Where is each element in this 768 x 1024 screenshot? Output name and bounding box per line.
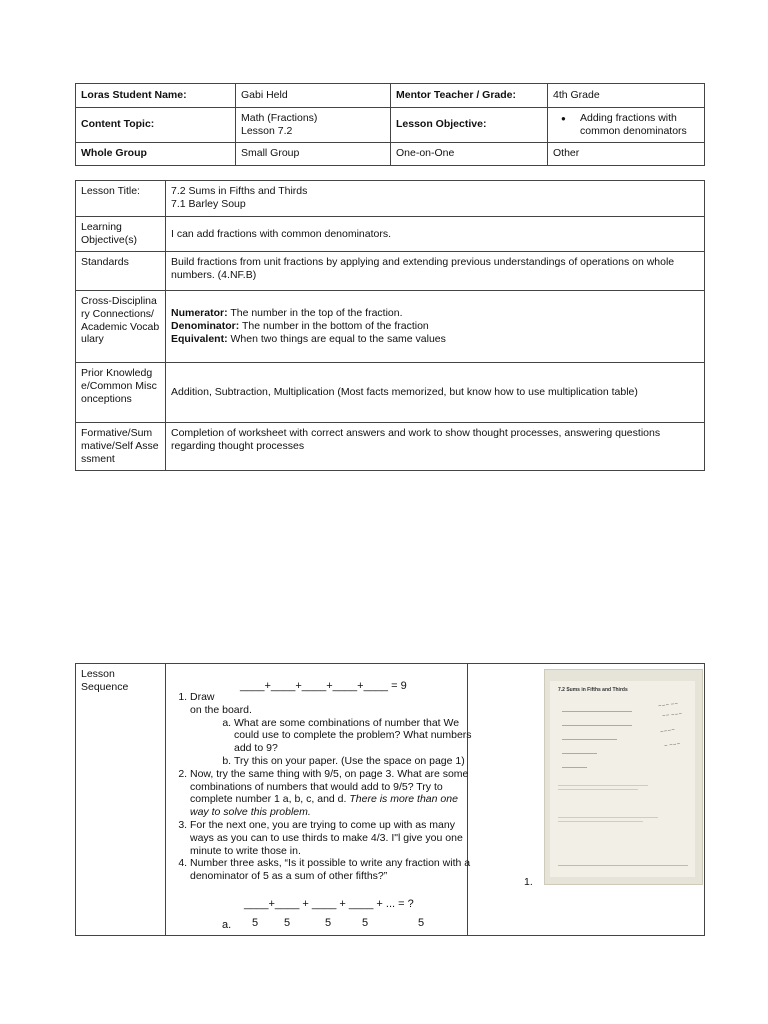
assessment-value: Completion of worksheet with correct answers and work to show thought processes, answering questions regarding thought processes — [166, 423, 705, 471]
learning-objective-value: I can add fractions with common denominators. — [166, 217, 705, 252]
vocab-denominator: Denominator: The number in the bottom of the fraction — [171, 320, 429, 333]
denominator: 5 — [252, 917, 259, 929]
mentor-label: Mentor Teacher / Grade: — [391, 84, 548, 108]
denominator: 5 — [284, 917, 291, 929]
mentor-value: 4th Grade — [548, 84, 705, 108]
cross-disciplinary-label: Cross-Disciplinary Connections/Academic Vocabulary — [76, 291, 166, 363]
vocab-equivalent: Equivalent: When two things are equal to the same values — [171, 332, 446, 345]
lesson-details-table — [75, 180, 705, 471]
vocabulary-value — [166, 291, 705, 363]
vocab-numerator: Numerator: The number in the top of the fraction. — [171, 307, 403, 320]
content-topic-value: Math (Fractions) Lesson 7.2 — [236, 108, 391, 143]
group-other: Other — [548, 142, 705, 165]
denominator: 5 — [325, 917, 332, 929]
sequence-steps-list — [168, 691, 475, 883]
step-1b: b. Try this on your paper. (Use the space on page 1) — [234, 755, 475, 768]
header-table — [75, 83, 705, 166]
prior-knowledge-value: Addition, Subtraction, Multiplication (Most facts memorized, but know how to use multiplication table) — [166, 363, 705, 423]
step-2: 2. Now, try the same thing with 9/5, on page 3. What are some combinations of numbers that would add to 9/5? Try to complete number 1 a, b, c, and d. There is more than one way to solve this problem. — [190, 768, 475, 819]
group-whole: Whole Group — [76, 142, 236, 165]
student-name-value: Gabi Held — [236, 84, 391, 108]
student-name-label: Loras Student Name: — [76, 84, 236, 108]
group-small: Small Group — [236, 142, 391, 165]
worksheet-photo — [544, 669, 703, 885]
step-3: 3. For the next one, you are trying to come up with as many ways as you can to use thirds to make 4/3. I"l give you one minute to write those in. — [190, 819, 475, 857]
assessment-label: Formative/Summative/Self Assessment — [76, 423, 166, 471]
fraction-label: a. — [222, 919, 232, 931]
prior-knowledge-label: Prior Knowledge/Common Misconceptions — [76, 363, 166, 423]
denominator: 5 — [362, 917, 369, 929]
step-1: 1. Draw on the board. a. What are some combinations of number that We could use to complete the problem? What numbers add to 9? b. Try this on your paper. (Use the space on page 1) — [190, 691, 475, 768]
draw-equation: ____+____+____+____+____ = 9 — [240, 680, 407, 692]
content-topic-label: Content Topic: — [76, 108, 236, 143]
lesson-objective-value — [548, 108, 705, 143]
lesson-title-value: 7.2 Sums in Fifths and Thirds 7.1 Barley Soup — [166, 181, 705, 217]
lesson-sequence-label: Lesson Sequence — [76, 664, 166, 936]
denominator: 5 — [418, 917, 425, 929]
lesson-title-label: Lesson Title: — [76, 181, 166, 217]
step-4: 4. Number three asks, “Is it possible to write any fraction with a denominator of 5 as a sum of other fifths?” — [190, 857, 475, 883]
step-1a: a. What are some combinations of number that We could use to complete the problem? What numbers add to 9? — [234, 717, 475, 755]
worksheet-page: 7.2 Sums in Fifths and Thirds ~~~ ~~ ~~ ~~~ ~~~~ ~ ~~~ — [550, 681, 695, 877]
fraction-numerator-row: ____+____ + ____ + ____ + ... = ? — [244, 898, 414, 910]
objective-bullet: ● Adding fractions with common denominators — [553, 112, 699, 138]
worksheet-title: 7.2 Sums in Fifths and Thirds — [558, 687, 628, 693]
photo-number: 1. — [524, 876, 533, 888]
standards-value: Build fractions from unit fractions by applying and extending previous understandings of operations on whole numbers. (4.NF.B) — [166, 252, 705, 291]
lesson-sequence-steps — [166, 664, 472, 936]
learning-objective-label: Learning Objective(s) — [76, 217, 166, 252]
group-one-on-one: One-on-One — [391, 142, 548, 165]
lesson-objective-label: Lesson Objective: — [391, 108, 548, 143]
standards-label: Standards — [76, 252, 166, 291]
